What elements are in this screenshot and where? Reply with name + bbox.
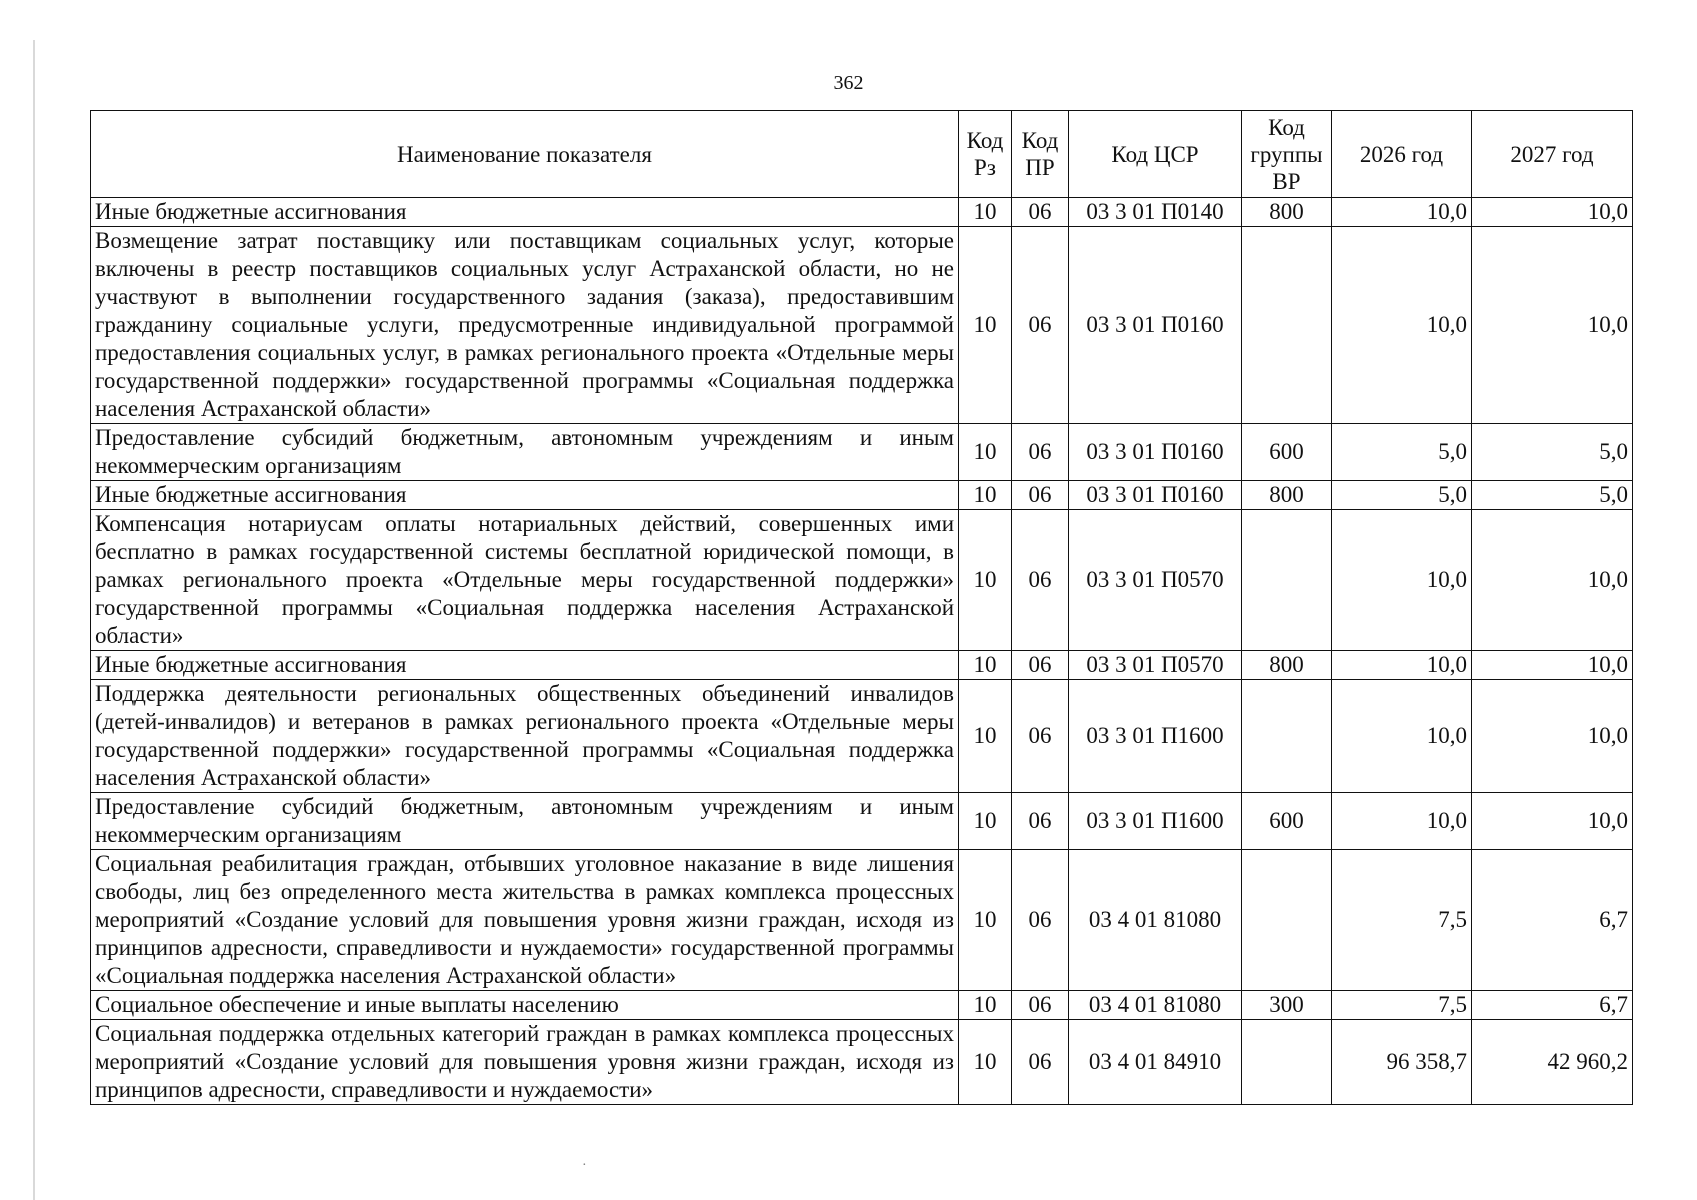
- cell-2027: 6,7: [1472, 850, 1633, 991]
- cell-name: Компенсация нотариусам оплаты нотариальных действий, совершенных ими бесплатно в рамках государственной системы бесплатной юридической помощи, в рамках регионального проекта «Отдельные меры государственной поддержки» государственной программы «Социальная поддержка населения Астраханской области»: [91, 510, 959, 651]
- cell-vr: 800: [1242, 481, 1332, 510]
- table-row: [91, 651, 1633, 680]
- cell-2026: 7,5: [1332, 991, 1472, 1020]
- cell-2027: 10,0: [1472, 510, 1633, 651]
- cell-rz: 10: [959, 424, 1012, 481]
- cell-2026: 7,5: [1332, 850, 1472, 991]
- page-number: 362: [833, 72, 864, 94]
- cell-name: Поддержка деятельности региональных общественных объединений инвалидов (детей-инвалидов) и ветеранов в рамках регионального проекта «Отдельные меры государственной поддержки» государственной программы «Социальная поддержка населения Астраханской области»: [91, 680, 959, 793]
- cell-name: Иные бюджетные ассигнования: [91, 481, 959, 510]
- header-name: Наименование показателя: [91, 111, 959, 198]
- cell-vr: 800: [1242, 198, 1332, 227]
- table-row: [91, 793, 1633, 850]
- table-row: [91, 680, 1633, 793]
- cell-rz: 10: [959, 198, 1012, 227]
- cell-2027: 10,0: [1472, 680, 1633, 793]
- cell-csr: 03 3 01 П0160: [1069, 227, 1242, 424]
- cell-vr: [1242, 680, 1332, 793]
- cell-pr: 06: [1012, 991, 1069, 1020]
- cell-rz: 10: [959, 793, 1012, 850]
- cell-rz: 10: [959, 991, 1012, 1020]
- cell-pr: 06: [1012, 481, 1069, 510]
- cell-2027: 5,0: [1472, 481, 1633, 510]
- cell-csr: 03 4 01 84910: [1069, 1020, 1242, 1105]
- table-row: [91, 227, 1633, 424]
- cell-pr: 06: [1012, 424, 1069, 481]
- cell-rz: 10: [959, 481, 1012, 510]
- cell-name: Социальная поддержка отдельных категорий граждан в рамках комплекса процессных мероприятий «Создание условий для повышения уровня жизни граждан, исходя из принципов адресности, справедливости и нуждаемости»: [91, 1020, 959, 1105]
- cell-pr: 06: [1012, 227, 1069, 424]
- cell-vr: [1242, 227, 1332, 424]
- cell-2027: 10,0: [1472, 793, 1633, 850]
- table-row: [91, 481, 1633, 510]
- cell-csr: 03 3 01 П0160: [1069, 424, 1242, 481]
- budget-table: [90, 110, 1633, 1105]
- cell-rz: 10: [959, 651, 1012, 680]
- cell-2026: 10,0: [1332, 198, 1472, 227]
- cell-csr: 03 4 01 81080: [1069, 850, 1242, 991]
- cell-rz: 10: [959, 850, 1012, 991]
- cell-rz: 10: [959, 227, 1012, 424]
- cell-2027: 42 960,2: [1472, 1020, 1633, 1105]
- cell-vr: [1242, 510, 1332, 651]
- cell-name: Социальная реабилитация граждан, отбывших уголовное наказание в виде лишения свободы, лиц без определенного места жительства в рамках комплекса процессных мероприятий «Создание условий для повышения уровня жизни граждан, исходя из принципов адресности, справедливости и нуждаемости» государственной программы «Социальная поддержка населения Астраханской области»: [91, 850, 959, 991]
- cell-2027: 10,0: [1472, 227, 1633, 424]
- cell-csr: 03 3 01 П0160: [1069, 481, 1242, 510]
- cell-rz: 10: [959, 510, 1012, 651]
- cell-pr: 06: [1012, 198, 1069, 227]
- cell-2027: 5,0: [1472, 424, 1633, 481]
- cell-2026: 5,0: [1332, 424, 1472, 481]
- cell-pr: 06: [1012, 651, 1069, 680]
- cell-name: Социальное обеспечение и иные выплаты населению: [91, 991, 959, 1020]
- cell-pr: 06: [1012, 793, 1069, 850]
- cell-2027: 6,7: [1472, 991, 1633, 1020]
- cell-2026: 10,0: [1332, 651, 1472, 680]
- header-row: [91, 111, 1633, 198]
- header-rz: Код Рз: [959, 111, 1012, 198]
- cell-pr: 06: [1012, 1020, 1069, 1105]
- cell-rz: 10: [959, 680, 1012, 793]
- table-row: [91, 198, 1633, 227]
- cell-csr: 03 3 01 П0570: [1069, 651, 1242, 680]
- cell-name: Предоставление субсидий бюджетным, автономным учреждениям и иным некоммерческим организациям: [91, 424, 959, 481]
- cell-vr: 800: [1242, 651, 1332, 680]
- cell-name: Иные бюджетные ассигнования: [91, 651, 959, 680]
- cell-2027: 10,0: [1472, 198, 1633, 227]
- cell-2026: 5,0: [1332, 481, 1472, 510]
- table-body: [91, 198, 1633, 1105]
- cell-name: Предоставление субсидий бюджетным, автономным учреждениям и иным некоммерческим организациям: [91, 793, 959, 850]
- cell-csr: 03 3 01 П0140: [1069, 198, 1242, 227]
- table-row: [91, 1020, 1633, 1105]
- cell-2026: 10,0: [1332, 227, 1472, 424]
- cell-pr: 06: [1012, 510, 1069, 651]
- header-pr: Код ПР: [1012, 111, 1069, 198]
- page-edge-shadow: [33, 40, 35, 1200]
- cell-2026: 10,0: [1332, 793, 1472, 850]
- cell-vr: [1242, 1020, 1332, 1105]
- cell-name: Иные бюджетные ассигнования: [91, 198, 959, 227]
- table-row: [91, 510, 1633, 651]
- cell-2026: 96 358,7: [1332, 1020, 1472, 1105]
- table-row: [91, 991, 1633, 1020]
- cell-vr: [1242, 850, 1332, 991]
- cell-name: Возмещение затрат поставщику или поставщикам социальных услуг, которые включены в реестр поставщиков социальных услуг Астраханской области, но не участвуют в выполнении государственного задания (заказа), предоставившим гражданину социальные услуги, предусмотренные индивидуальной программой предоставления социальных услуг, в рамках регионального проекта «Отдельные меры государственной поддержки» государственной программы «Социальная поддержка населения Астраханской области»: [91, 227, 959, 424]
- table-row: [91, 424, 1633, 481]
- cell-vr: 600: [1242, 424, 1332, 481]
- cell-rz: 10: [959, 1020, 1012, 1105]
- header-2027: 2027 год: [1472, 111, 1633, 198]
- header-2026: 2026 год: [1332, 111, 1472, 198]
- header-vr: Код группы ВР: [1242, 111, 1332, 198]
- table-header: [91, 111, 1633, 198]
- cell-2026: 10,0: [1332, 510, 1472, 651]
- cell-pr: 06: [1012, 850, 1069, 991]
- cell-csr: 03 3 01 П0570: [1069, 510, 1242, 651]
- cell-vr: 300: [1242, 991, 1332, 1020]
- scan-speck: ·: [582, 1158, 587, 1173]
- cell-csr: 03 3 01 П1600: [1069, 793, 1242, 850]
- table-row: [91, 850, 1633, 991]
- header-csr: Код ЦСР: [1069, 111, 1242, 198]
- cell-2026: 10,0: [1332, 680, 1472, 793]
- cell-2027: 10,0: [1472, 651, 1633, 680]
- cell-vr: 600: [1242, 793, 1332, 850]
- cell-csr: 03 3 01 П1600: [1069, 680, 1242, 793]
- cell-pr: 06: [1012, 680, 1069, 793]
- cell-csr: 03 4 01 81080: [1069, 991, 1242, 1020]
